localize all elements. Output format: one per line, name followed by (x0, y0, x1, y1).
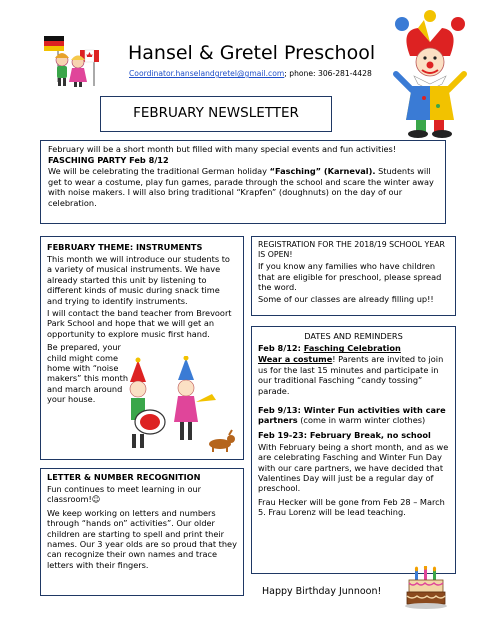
jester-juggler-icon (380, 10, 480, 142)
phone-text: ; phone: 306-281-4428 (284, 69, 372, 78)
theme-paragraph-3: Be prepared, your child might come home with “noise makers” this month and march around your house. (47, 342, 129, 405)
dates-item-2: Feb 9/13: Winter Fun activities with care partners (come in warm winter clothes) (258, 405, 446, 426)
contact-line (129, 69, 372, 78)
dates-paragraph-1: With February being a short month, and as we are celebrating Fasching and Winter Fun Day with our care partners, we have decided that Valentines Day will just be a regular day of preschool. (258, 441, 449, 494)
email-link[interactable]: Coordinator.hanselandgretel@gmail.com (129, 69, 285, 78)
school-name: Hansel & Gretel Preschool (128, 42, 376, 64)
dates-item-1-body: Wear a costume! Parents are invited to join us for the last 15 minutes and participate in our traditional Fasching “candy tossing” parade. (258, 354, 444, 396)
theme-heading: FEBRUARY THEME: INSTRUMENTS (47, 242, 203, 252)
newsletter-title-box (100, 96, 332, 132)
registration-heading: REGISTRATION FOR THE 2018/19 SCHOOL YEAR IS OPEN! (258, 240, 445, 259)
fasching-party-heading: FASCHING PARTY Feb 8/12 (48, 155, 169, 166)
letters-paragraph-1: Fun continues to meet learning in our classroom!☺ (47, 484, 202, 505)
dates-item-3: Feb 19-23: February Break, no school (258, 429, 431, 440)
registration-paragraph-2: Some of our classes are already filling up!! (258, 294, 434, 305)
intro-box (40, 140, 446, 224)
dates-item-1-heading: Feb 8/12: Fasching Celebration (258, 343, 401, 354)
theme-paragraph-1: This month we will introduce our students to a variety of musical instruments. We have already started this unit by listening to different kinds of music during snack time and trying to identify instruments. (47, 254, 230, 306)
flags-kids-icon (40, 30, 112, 90)
dates-box (251, 326, 456, 574)
letters-heading: LETTER & NUMBER RECOGNITION (47, 472, 201, 482)
birthday-cake-icon (404, 566, 448, 610)
registration-box (251, 236, 456, 316)
registration-paragraph-1: If you know any families who have children that are eligible for preschool, please spread the word. (258, 261, 442, 292)
letters-box (40, 468, 244, 596)
intro-body: We will be celebrating the traditional German holiday “Fasching” (Karneval). Students will get to wear a costume, play fun games, parade through the school and scare the winter away with noise makers. I will also bring traditional “Krapfen” (doughnuts) on the day of our celebration. (48, 166, 434, 208)
dates-heading: DATES AND REMINDERS (304, 331, 403, 341)
intro-line: February will be a short month but filled with many special events and fun activities! (48, 144, 397, 154)
marching-band-icon (120, 356, 245, 454)
newsletter-title: FEBRUARY NEWSLETTER (133, 105, 299, 121)
letters-paragraph-2: We keep working on letters and numbers through “hands on” activities”. Our older children are starting to spell and print their names. Our 3 year olds are so proud that they can recognize their own names and trace letters with their fingers. (47, 507, 237, 570)
dates-paragraph-2: Frau Hecker will be gone from Feb 28 – March 5. Frau Lorenz will be lead teaching. (258, 496, 445, 518)
theme-paragraph-2: I will contact the band teacher from Brevoort Park School and hope that we will get an opportunity to explore music first hand. (47, 308, 232, 339)
birthday-text: Happy Birthday Junnoon! (262, 586, 382, 597)
